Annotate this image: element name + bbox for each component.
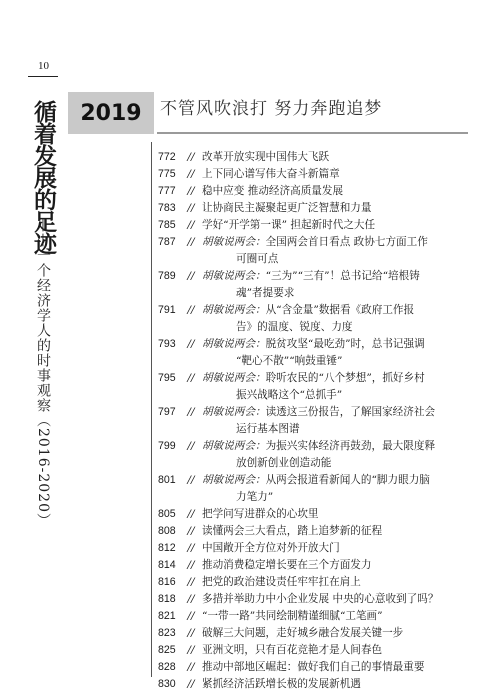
toc-entry-text [202, 625, 478, 642]
toc-title: 为振兴实体经济再鼓劲，最大限度释 [265, 440, 436, 452]
toc-separator: // [187, 338, 195, 350]
toc-series-label: 胡敏说两会： [202, 270, 266, 282]
year-label: 2019 [68, 92, 154, 134]
toc-page-number: 805 [158, 508, 176, 520]
toc-entry-text [202, 336, 478, 353]
toc-separator: // [187, 508, 195, 520]
toc-page-number: 772 [158, 151, 176, 163]
toc-entry-text [202, 591, 478, 608]
toc-separator: // [187, 185, 195, 197]
toc-title-continuation: 力笔力” [236, 491, 274, 503]
toc-entry-text [202, 659, 478, 676]
toc-entry-text [202, 302, 478, 319]
toc-entry-text [202, 234, 478, 251]
toc-page-number: 828 [158, 661, 176, 673]
toc-title: 推动中部地区崛起：做好我们自己的事情最重要 [202, 661, 425, 673]
toc-title-continuation: 振兴战略这个“总抓手” [236, 389, 343, 401]
toc-title: 中国敞开全方位对外开放大门 [202, 542, 340, 554]
toc-entry[interactable] [158, 234, 478, 268]
toc-page-number: 799 [158, 440, 176, 452]
toc-separator: // [187, 236, 195, 248]
toc-page-number: 795 [158, 372, 176, 384]
toc-entry[interactable] [158, 557, 478, 574]
toc-separator: // [187, 644, 195, 656]
toc-page-number: 825 [158, 644, 176, 656]
toc-title: 全国两会首日看点 政协七方面工作 [265, 236, 428, 248]
toc-title: 脱贫攻坚“最吃劲”时，总书记强调 [265, 338, 425, 350]
toc-title: 多措并举助力中小企业发展 中央的心意收到了吗？ [202, 593, 439, 605]
toc-entry[interactable] [158, 591, 478, 608]
toc-entry[interactable] [158, 506, 478, 523]
toc-entry-text [202, 506, 478, 523]
toc-separator: // [187, 610, 195, 622]
toc-page-number: 818 [158, 593, 176, 605]
toc-entry-text [202, 200, 478, 217]
toc-title-continuation: 放创新创业创造动能 [236, 457, 332, 469]
toc-series-label: 胡敏说两会： [202, 236, 266, 248]
toc-title-continuation: 可圈可点 [236, 253, 279, 265]
section-header [68, 92, 468, 134]
toc-separator: // [187, 304, 195, 316]
toc-separator: // [187, 678, 195, 690]
toc-separator: // [187, 627, 195, 639]
book-title: 循着发展的足迹 [30, 100, 57, 254]
toc-separator: // [187, 559, 195, 571]
toc-series-label: 胡敏说两会： [202, 474, 266, 486]
toc-entry[interactable] [158, 268, 478, 302]
toc-entry-text [202, 183, 478, 200]
toc-entry[interactable] [158, 183, 478, 200]
toc-separator: // [187, 219, 195, 231]
toc-title: 从两会报道看新闻人的“脚力眼力脑 [265, 474, 430, 486]
toc-separator: // [187, 151, 195, 163]
toc-page-number: 801 [158, 474, 176, 486]
toc-title: 把学问写进群众的心坎里 [202, 508, 319, 520]
toc-entry[interactable] [158, 217, 478, 234]
toc-entry[interactable] [158, 166, 478, 183]
toc-title: 学好“开学第一课” 担起新时代之大任 [202, 219, 376, 231]
toc-entry[interactable] [158, 404, 478, 438]
toc-title: 从“含金量”数据看《政府工作报 [265, 304, 415, 316]
toc-page-number: 793 [158, 338, 176, 350]
toc-page-number: 777 [158, 185, 176, 197]
toc-entry-text [202, 557, 478, 574]
toc-entry[interactable] [158, 200, 478, 217]
header-underline [157, 132, 468, 134]
toc-page-number: 791 [158, 304, 176, 316]
toc-title: 读透这三份报告，了解国家经济社会 [265, 406, 436, 418]
toc-separator: // [187, 661, 195, 673]
toc-page-number: 812 [158, 542, 176, 554]
toc-entry[interactable] [158, 149, 478, 166]
toc-title: 上下同心谱写伟大奋斗新篇章 [202, 168, 340, 180]
toc-series-label: 胡敏说两会： [202, 304, 266, 316]
table-of-contents [158, 149, 478, 693]
toc-title: 亚洲文明，只有百花竞艳才是人间春色 [202, 644, 383, 656]
toc-page-number: 816 [158, 576, 176, 588]
toc-vertical-rule [151, 142, 152, 677]
toc-separator: // [187, 406, 195, 418]
toc-series-label: 胡敏说两会： [202, 372, 266, 384]
toc-entry-text [202, 166, 478, 183]
page-number: 10 [38, 60, 49, 72]
toc-page-number: 823 [158, 627, 176, 639]
toc-entry-text [202, 574, 478, 591]
toc-entry-text [202, 608, 478, 625]
toc-page-number: 785 [158, 219, 176, 231]
toc-title: “一带一路”共同绘制精谨细腻“工笔画” [202, 610, 383, 622]
header-separator [154, 92, 157, 134]
toc-entry-text [202, 149, 478, 166]
toc-title: 改革开放实现中国伟大飞跃 [202, 151, 330, 163]
toc-separator: // [187, 372, 195, 384]
toc-title: 紧抓经济活跃增长极的发展新机遇 [202, 678, 361, 690]
toc-entry-text [202, 642, 478, 659]
toc-title-continuation: 运行基本图谱 [236, 423, 300, 435]
toc-page-number: 821 [158, 610, 176, 622]
toc-title-continuation: 魂”者提要求 [236, 287, 295, 299]
toc-entry[interactable] [158, 676, 478, 693]
toc-title: 推动消费稳定增长要在三个方面发力 [202, 559, 372, 571]
toc-page-number: 830 [158, 678, 176, 690]
toc-title: 聆听农民的“八个梦想”，抓好乡村 [265, 372, 425, 384]
toc-title-continuation: 告》的温度、锐度、力度 [236, 321, 353, 333]
book-subtitle: ——一个经济学人的时事观察（2016-2020） [35, 218, 51, 528]
toc-separator: // [187, 202, 195, 214]
page-number-rule [28, 76, 58, 77]
toc-title: 破解三大问题，走好城乡融合发展关键一步 [202, 627, 404, 639]
toc-separator: // [187, 270, 195, 282]
toc-separator: // [187, 474, 195, 486]
toc-title-continuation: “靶心不散”“响鼓重锤” [236, 355, 343, 367]
toc-entry-text [202, 217, 478, 234]
toc-title: 把党的政治建设责任牢牢扛在肩上 [202, 576, 361, 588]
toc-entry-text [202, 268, 478, 285]
toc-entry-text [202, 540, 478, 557]
toc-series-label: 胡敏说两会： [202, 406, 266, 418]
toc-entry[interactable] [158, 659, 478, 676]
toc-entry[interactable] [158, 540, 478, 557]
toc-entry[interactable] [158, 302, 478, 336]
toc-entry[interactable] [158, 472, 478, 506]
toc-entry[interactable] [158, 438, 478, 472]
toc-entry-text [202, 370, 478, 387]
toc-entry[interactable] [158, 336, 478, 370]
toc-page-number: 787 [158, 236, 176, 248]
toc-series-label: 胡敏说两会： [202, 338, 266, 350]
toc-entry[interactable] [158, 608, 478, 625]
toc-page-number: 783 [158, 202, 176, 214]
toc-page-number: 775 [158, 168, 176, 180]
toc-entry[interactable] [158, 523, 478, 540]
toc-page-number: 797 [158, 406, 176, 418]
toc-entry[interactable] [158, 642, 478, 659]
toc-page-number: 808 [158, 525, 176, 537]
toc-entry-text [202, 438, 478, 455]
toc-separator: // [187, 525, 195, 537]
toc-entry[interactable] [158, 370, 478, 404]
toc-separator: // [187, 576, 195, 588]
toc-page-number: 814 [158, 559, 176, 571]
toc-entry-text [202, 523, 478, 540]
toc-title: 稳中应变 推动经济高质量发展 [202, 185, 344, 197]
toc-entry[interactable] [158, 625, 478, 642]
toc-separator: // [187, 542, 195, 554]
toc-entry-text [202, 404, 478, 421]
toc-entry-text [202, 472, 478, 489]
toc-separator: // [187, 593, 195, 605]
toc-page-number: 789 [158, 270, 176, 282]
toc-title: 让协商民主凝聚起更广泛智慧和力量 [202, 202, 372, 214]
toc-separator: // [187, 168, 195, 180]
toc-title: “三为”“三有”！总书记给“培根铸 [265, 270, 420, 282]
toc-series-label: 胡敏说两会： [202, 440, 266, 452]
toc-entry[interactable] [158, 574, 478, 591]
toc-title: 读懂两会三大看点，踏上追梦新的征程 [202, 525, 383, 537]
section-title: 不管风吹浪打 努力奔跑追梦 [160, 99, 383, 119]
toc-separator: // [187, 440, 195, 452]
toc-entry-text [202, 676, 478, 693]
